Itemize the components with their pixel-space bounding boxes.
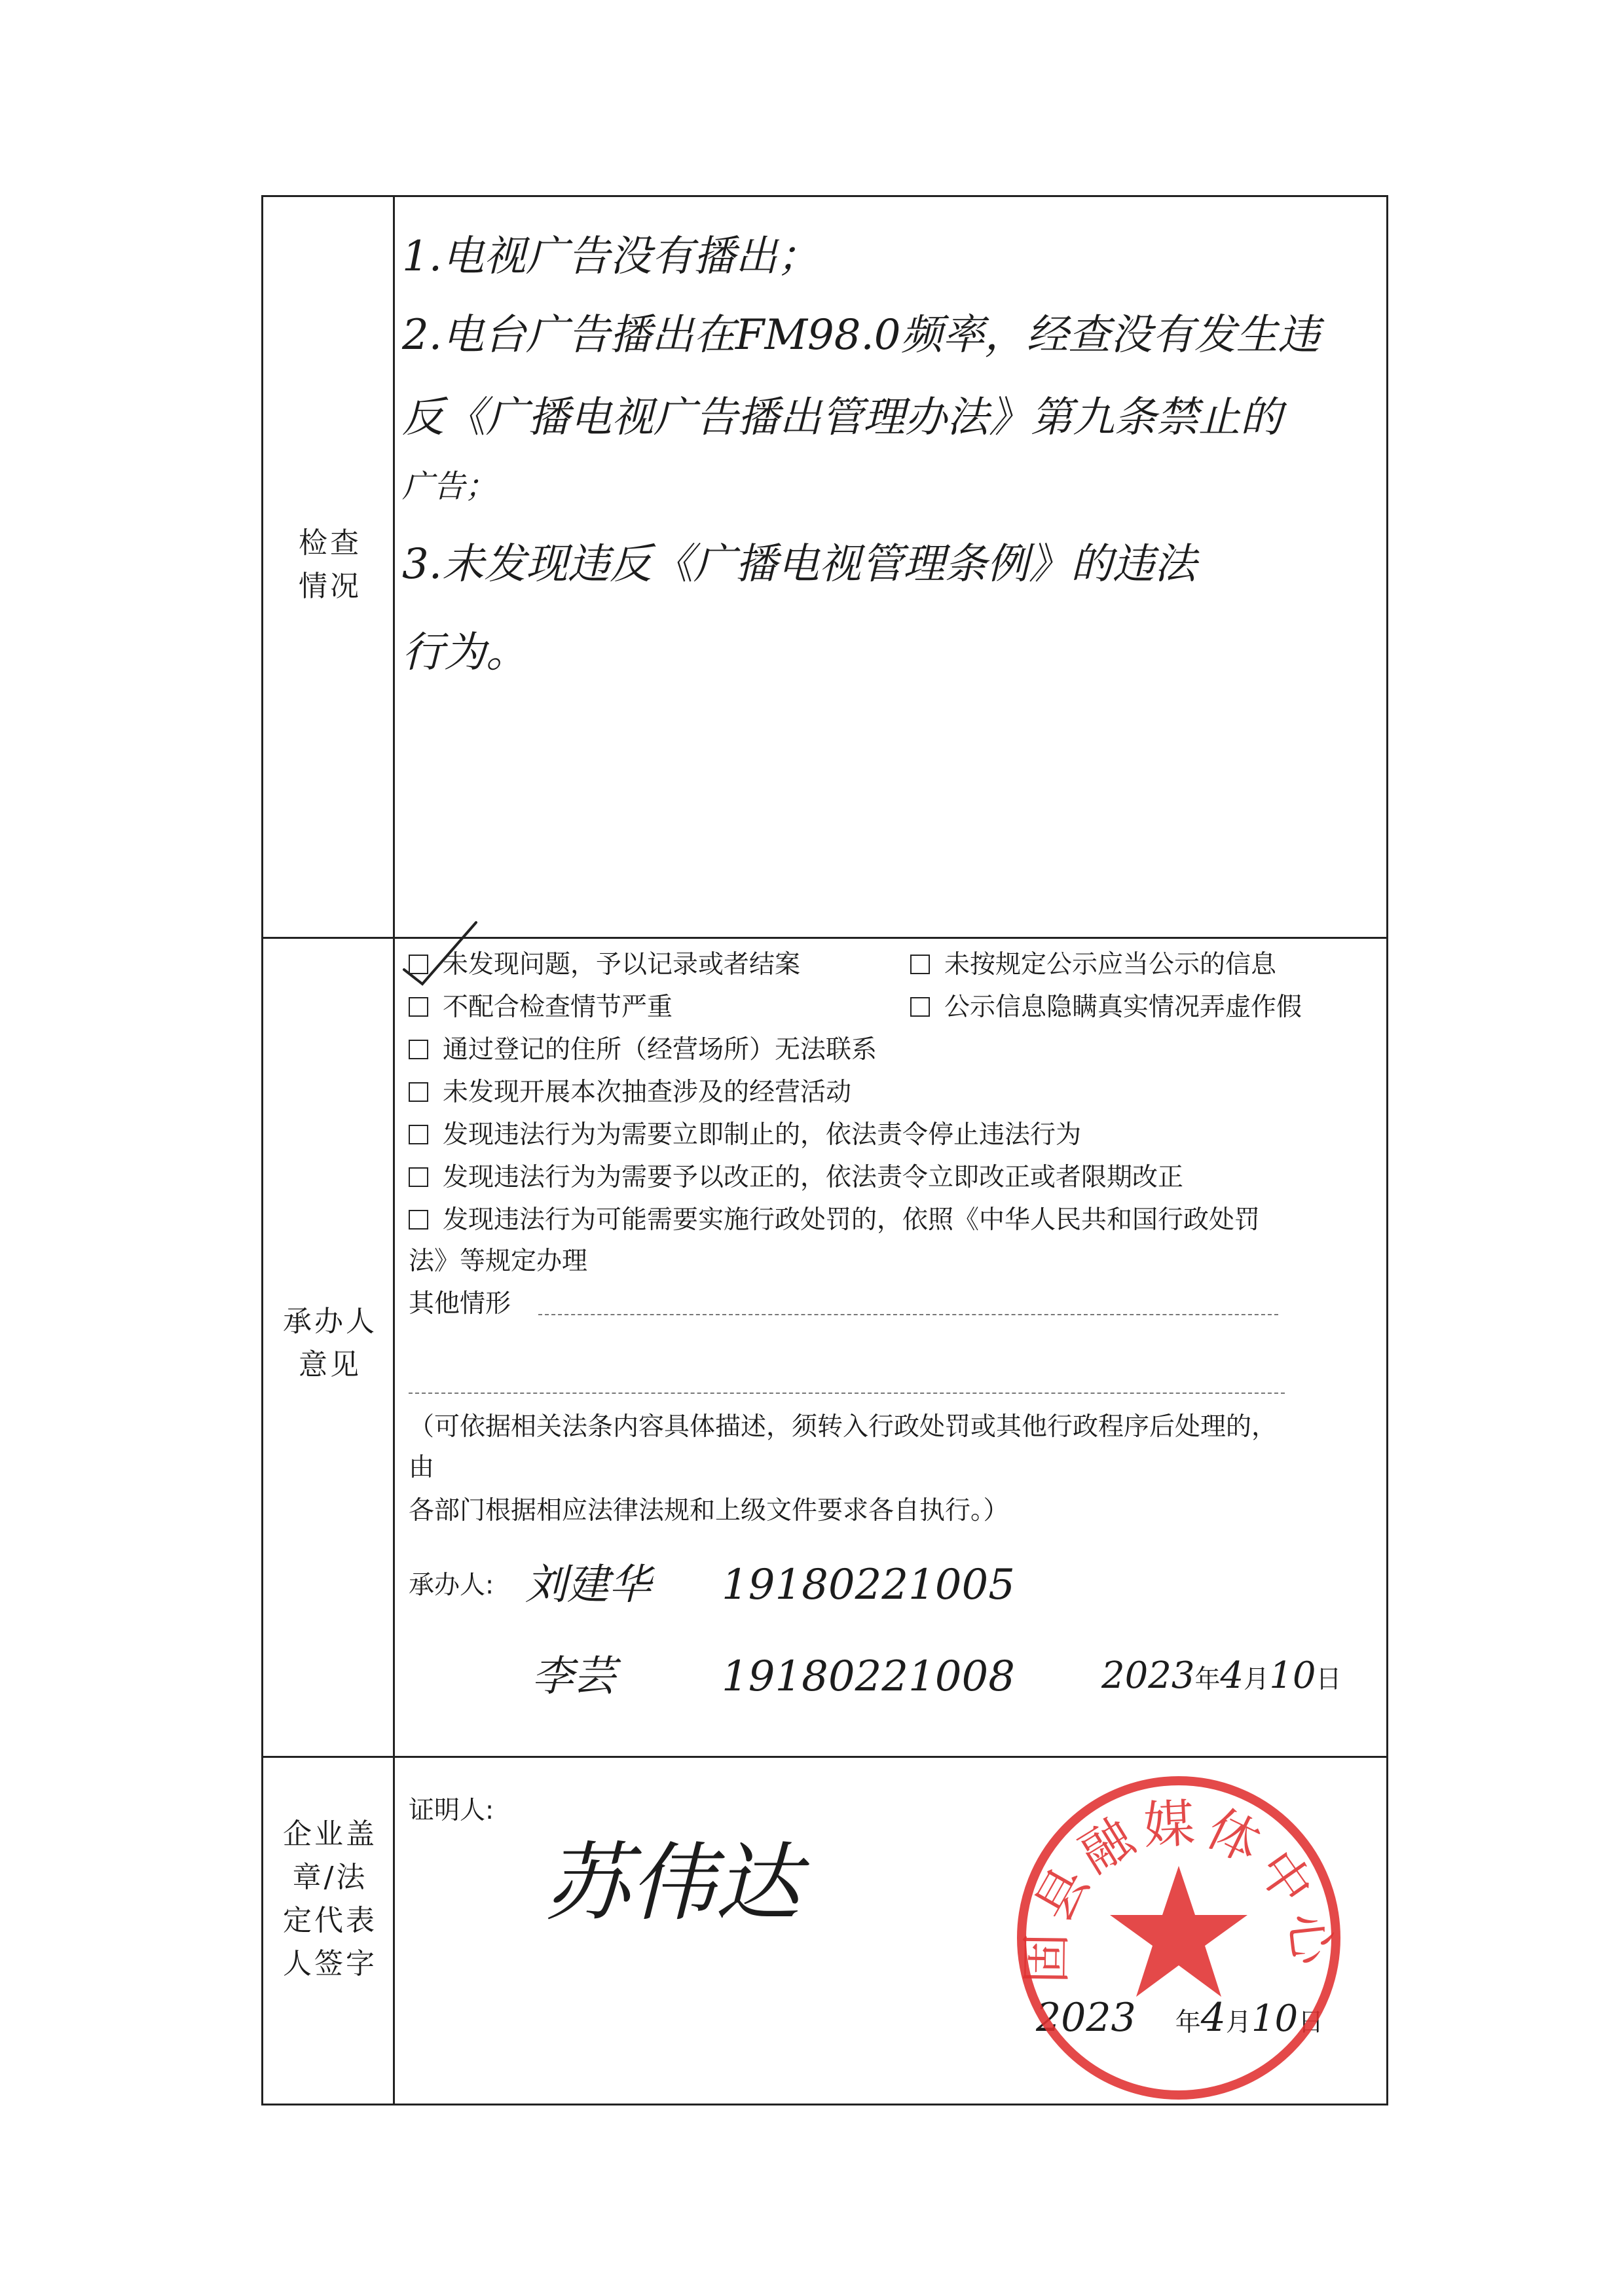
date-year: 2023 bbox=[1036, 1995, 1136, 2041]
note-line: 由 bbox=[409, 1453, 435, 1482]
option-no-issue[interactable] bbox=[409, 947, 800, 983]
inspection-note: 反《广播电视广告播出管理办法》第九条禁止的 bbox=[402, 393, 1282, 442]
enterprise-sign-label-line: 章/法 bbox=[292, 1861, 368, 1894]
option-label: 发现违法行为为需要予以改正的，依法责令立即改正或者限期改正 bbox=[443, 1163, 1184, 1192]
option-no-activity[interactable] bbox=[409, 1075, 851, 1110]
option-label: 发现违法行为可能需要实施行政处罚的，依照《中华人民共和国行政处罚 bbox=[443, 1205, 1261, 1235]
witness-signature: 苏伟达 bbox=[545, 1833, 801, 1933]
date-year: 2023 bbox=[1101, 1654, 1195, 1697]
option-label: 未发现问题，予以记录或者结案 bbox=[443, 950, 801, 979]
note-line: 各部门根据相应法律法规和上级文件要求各自执行。） bbox=[409, 1496, 1009, 1525]
handler-opinion-label-line: 承办人 bbox=[283, 1305, 377, 1338]
option-unreachable[interactable] bbox=[409, 1032, 877, 1068]
month-char: 月 bbox=[1244, 1665, 1270, 1694]
option-label: 通过登记的住所（经营场所）无法联系 bbox=[443, 1035, 877, 1065]
row-divider bbox=[263, 1756, 1386, 1758]
option-label: 不配合检查情节严重 bbox=[443, 993, 673, 1022]
inspection-label-line: 检查 bbox=[299, 526, 361, 560]
option-not-cooperative[interactable] bbox=[409, 990, 673, 1025]
checkbox[interactable] bbox=[409, 1167, 428, 1187]
enterprise-sign-label-line: 人签字 bbox=[283, 1947, 377, 1980]
year-char: 年 bbox=[1194, 1665, 1221, 1694]
handler-label: 承办人: bbox=[409, 1571, 494, 1600]
checkbox[interactable] bbox=[409, 1210, 428, 1230]
inspection-note: 1.电视广告没有播出； bbox=[402, 232, 820, 281]
date-day: 10 bbox=[1269, 1654, 1316, 1697]
day-char: 日 bbox=[1316, 1665, 1342, 1694]
date-month: 4 bbox=[1200, 1995, 1226, 2041]
option-label: 未发现开展本次抽查涉及的经营活动 bbox=[443, 1078, 852, 1107]
option-correct-violation[interactable] bbox=[409, 1160, 1183, 1195]
seal-text: 固县融媒体中心 bbox=[1017, 1794, 1342, 1984]
official-seal-icon bbox=[1008, 1768, 1349, 2108]
handler-id: 19180221005 bbox=[722, 1561, 1015, 1609]
handler-id: 19180221008 bbox=[722, 1652, 1015, 1701]
other-input-line[interactable] bbox=[409, 1393, 1285, 1394]
option-administrative-penalty[interactable] bbox=[409, 1203, 1260, 1238]
checkbox[interactable] bbox=[910, 997, 930, 1017]
day-char: 日 bbox=[1298, 2008, 1324, 2037]
enterprise-sign-label bbox=[271, 1813, 389, 1986]
checkbox[interactable] bbox=[409, 997, 428, 1017]
date-day: 10 bbox=[1251, 1997, 1299, 2040]
inspection-note: 行为。 bbox=[402, 629, 528, 677]
enterprise-sign-label-line: 定代表 bbox=[283, 1904, 377, 1937]
option-false-info[interactable] bbox=[910, 990, 1302, 1025]
option-label: 未按规定公示应当公示的信息 bbox=[944, 950, 1277, 979]
month-char: 月 bbox=[1225, 2008, 1251, 2037]
option-continuation: 法》等规定办理 bbox=[409, 1247, 588, 1276]
witness-label: 证明人: bbox=[409, 1796, 494, 1825]
option-stop-violation[interactable] bbox=[409, 1118, 1081, 1153]
inspection-label bbox=[271, 522, 389, 608]
other-input-line[interactable] bbox=[538, 1314, 1278, 1315]
option-not-publicized[interactable] bbox=[910, 947, 1276, 983]
other-label: 其他情形 bbox=[409, 1289, 511, 1319]
inspection-note: 广告； bbox=[402, 468, 497, 505]
column-divider bbox=[393, 197, 395, 2104]
checkbox[interactable] bbox=[409, 1125, 428, 1144]
checkbox[interactable] bbox=[409, 955, 428, 974]
checkbox[interactable] bbox=[910, 955, 930, 974]
inspection-note: 2.电台广告播出在FM98.0频率，经查没有发生违 bbox=[402, 311, 1320, 359]
checkbox[interactable] bbox=[409, 1040, 428, 1059]
handler-date bbox=[1101, 1654, 1341, 1697]
checkbox[interactable] bbox=[409, 1082, 428, 1102]
inspection-note: 3.未发现违反《广播电视管理条例》的违法 bbox=[402, 540, 1197, 589]
enterprise-sign-label-line: 企业盖 bbox=[283, 1817, 377, 1851]
option-label: 发现违法行为为需要立即制止的，依法责令停止违法行为 bbox=[443, 1120, 1082, 1150]
handler-opinion-label bbox=[271, 1300, 389, 1387]
handler-signature: 李芸 bbox=[532, 1652, 616, 1701]
year-char: 年 bbox=[1175, 2008, 1201, 2037]
note-line: （可依据相关法条内容具体描述，须转入行政处罚或其他行政程序后处理的， bbox=[409, 1412, 1278, 1442]
date-month: 4 bbox=[1220, 1654, 1244, 1697]
handler-signature: 刘建华 bbox=[525, 1561, 651, 1609]
option-label: 公示信息隐瞒真实情况弄虚作假 bbox=[944, 993, 1302, 1022]
handler-opinion-label-line: 意见 bbox=[299, 1348, 361, 1381]
inspection-label-line: 情况 bbox=[299, 570, 361, 603]
